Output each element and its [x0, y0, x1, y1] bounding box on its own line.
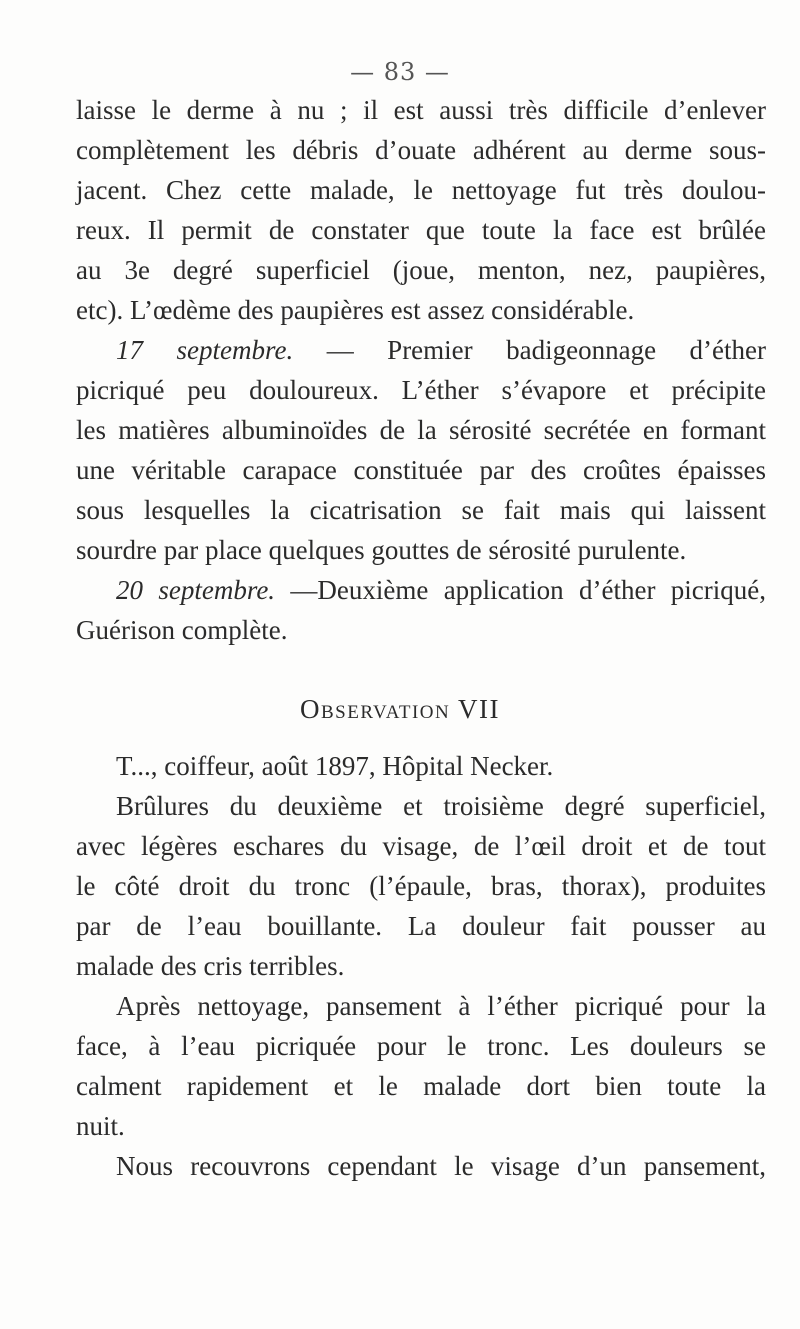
- text-line: sous lesquelles la cicatrisation se fait mais qui laissent: [76, 495, 766, 525]
- text-line: Après nettoyage, pansement à l’éther picriqué pour la: [116, 991, 766, 1021]
- paragraph-final: [76, 1146, 766, 1186]
- paragraph-patient: [76, 746, 766, 786]
- text-line: une véritable carapace constituée par des croûtes épaisses: [76, 455, 766, 485]
- text-line: etc). L’œdème des paupières est assez considérable.: [76, 295, 635, 325]
- text-line: laisse le derme à nu ; il est aussi très difficile d’enlever: [76, 95, 766, 125]
- text-line: reux. Il permit de constater que toute la face est brûlée: [76, 215, 766, 245]
- text-line: Brûlures du deuxième et troisième degré superficiel,: [116, 791, 766, 821]
- text-fragment: — Premier badigeonnage d’éther: [293, 335, 766, 365]
- text-line: les matières albuminoïdes de la sérosité secrétée en formant: [76, 415, 766, 445]
- text-line: complètement les débris d’ouate adhérent au derme sous-: [76, 135, 766, 165]
- text-line: picriqué peu douloureux. L’éther s’évapore et précipite: [76, 375, 766, 405]
- text-line: face, à l’eau picriquée pour le tronc. Les douleurs se: [76, 1031, 766, 1061]
- paragraph-17-september: [76, 330, 766, 570]
- text-line: le côté droit du tronc (l’épaule, bras, thorax), produites: [76, 871, 766, 901]
- paragraph-continuation: [76, 90, 766, 330]
- paragraph-treatment: [76, 986, 766, 1146]
- text-line: T..., coiffeur, août 1897, Hôpital Necker.: [116, 751, 554, 781]
- paragraph-burns: [76, 786, 766, 986]
- text-line: sourdre par place quelques gouttes de sérosité purulente.: [76, 535, 687, 565]
- date-17-september: 17 septembre.: [116, 335, 294, 365]
- date-20-september: 20 septembre.: [116, 575, 276, 605]
- text-line: Guérison complète.: [76, 615, 288, 645]
- page-number: — 83 —: [350, 58, 450, 86]
- text-fragment: —Deuxième application d’éther picriqué,: [275, 575, 766, 605]
- text-line: jacent. Chez cette malade, le nettoyage fut très doulou-: [76, 175, 766, 205]
- text-line: nuit.: [76, 1111, 125, 1141]
- text-line: avec légères eschares du visage, de l’œil droit et de tout: [76, 831, 766, 861]
- text-line: calment rapidement et le malade dort bien toute la: [76, 1071, 766, 1101]
- paragraph-20-september: [76, 570, 766, 650]
- text-line: malade des cris terribles.: [76, 951, 345, 981]
- text-line: par de l’eau bouillante. La douleur fait pousser au: [76, 911, 766, 941]
- text-line: Nous recouvrons cependant le visage d’un pansement,: [116, 1151, 766, 1181]
- text-line: au 3e degré superficiel (joue, menton, nez, paupières,: [76, 255, 766, 285]
- observation-heading: Observation VII: [299, 694, 500, 724]
- text-line: [76, 330, 766, 370]
- text-line: [76, 570, 766, 610]
